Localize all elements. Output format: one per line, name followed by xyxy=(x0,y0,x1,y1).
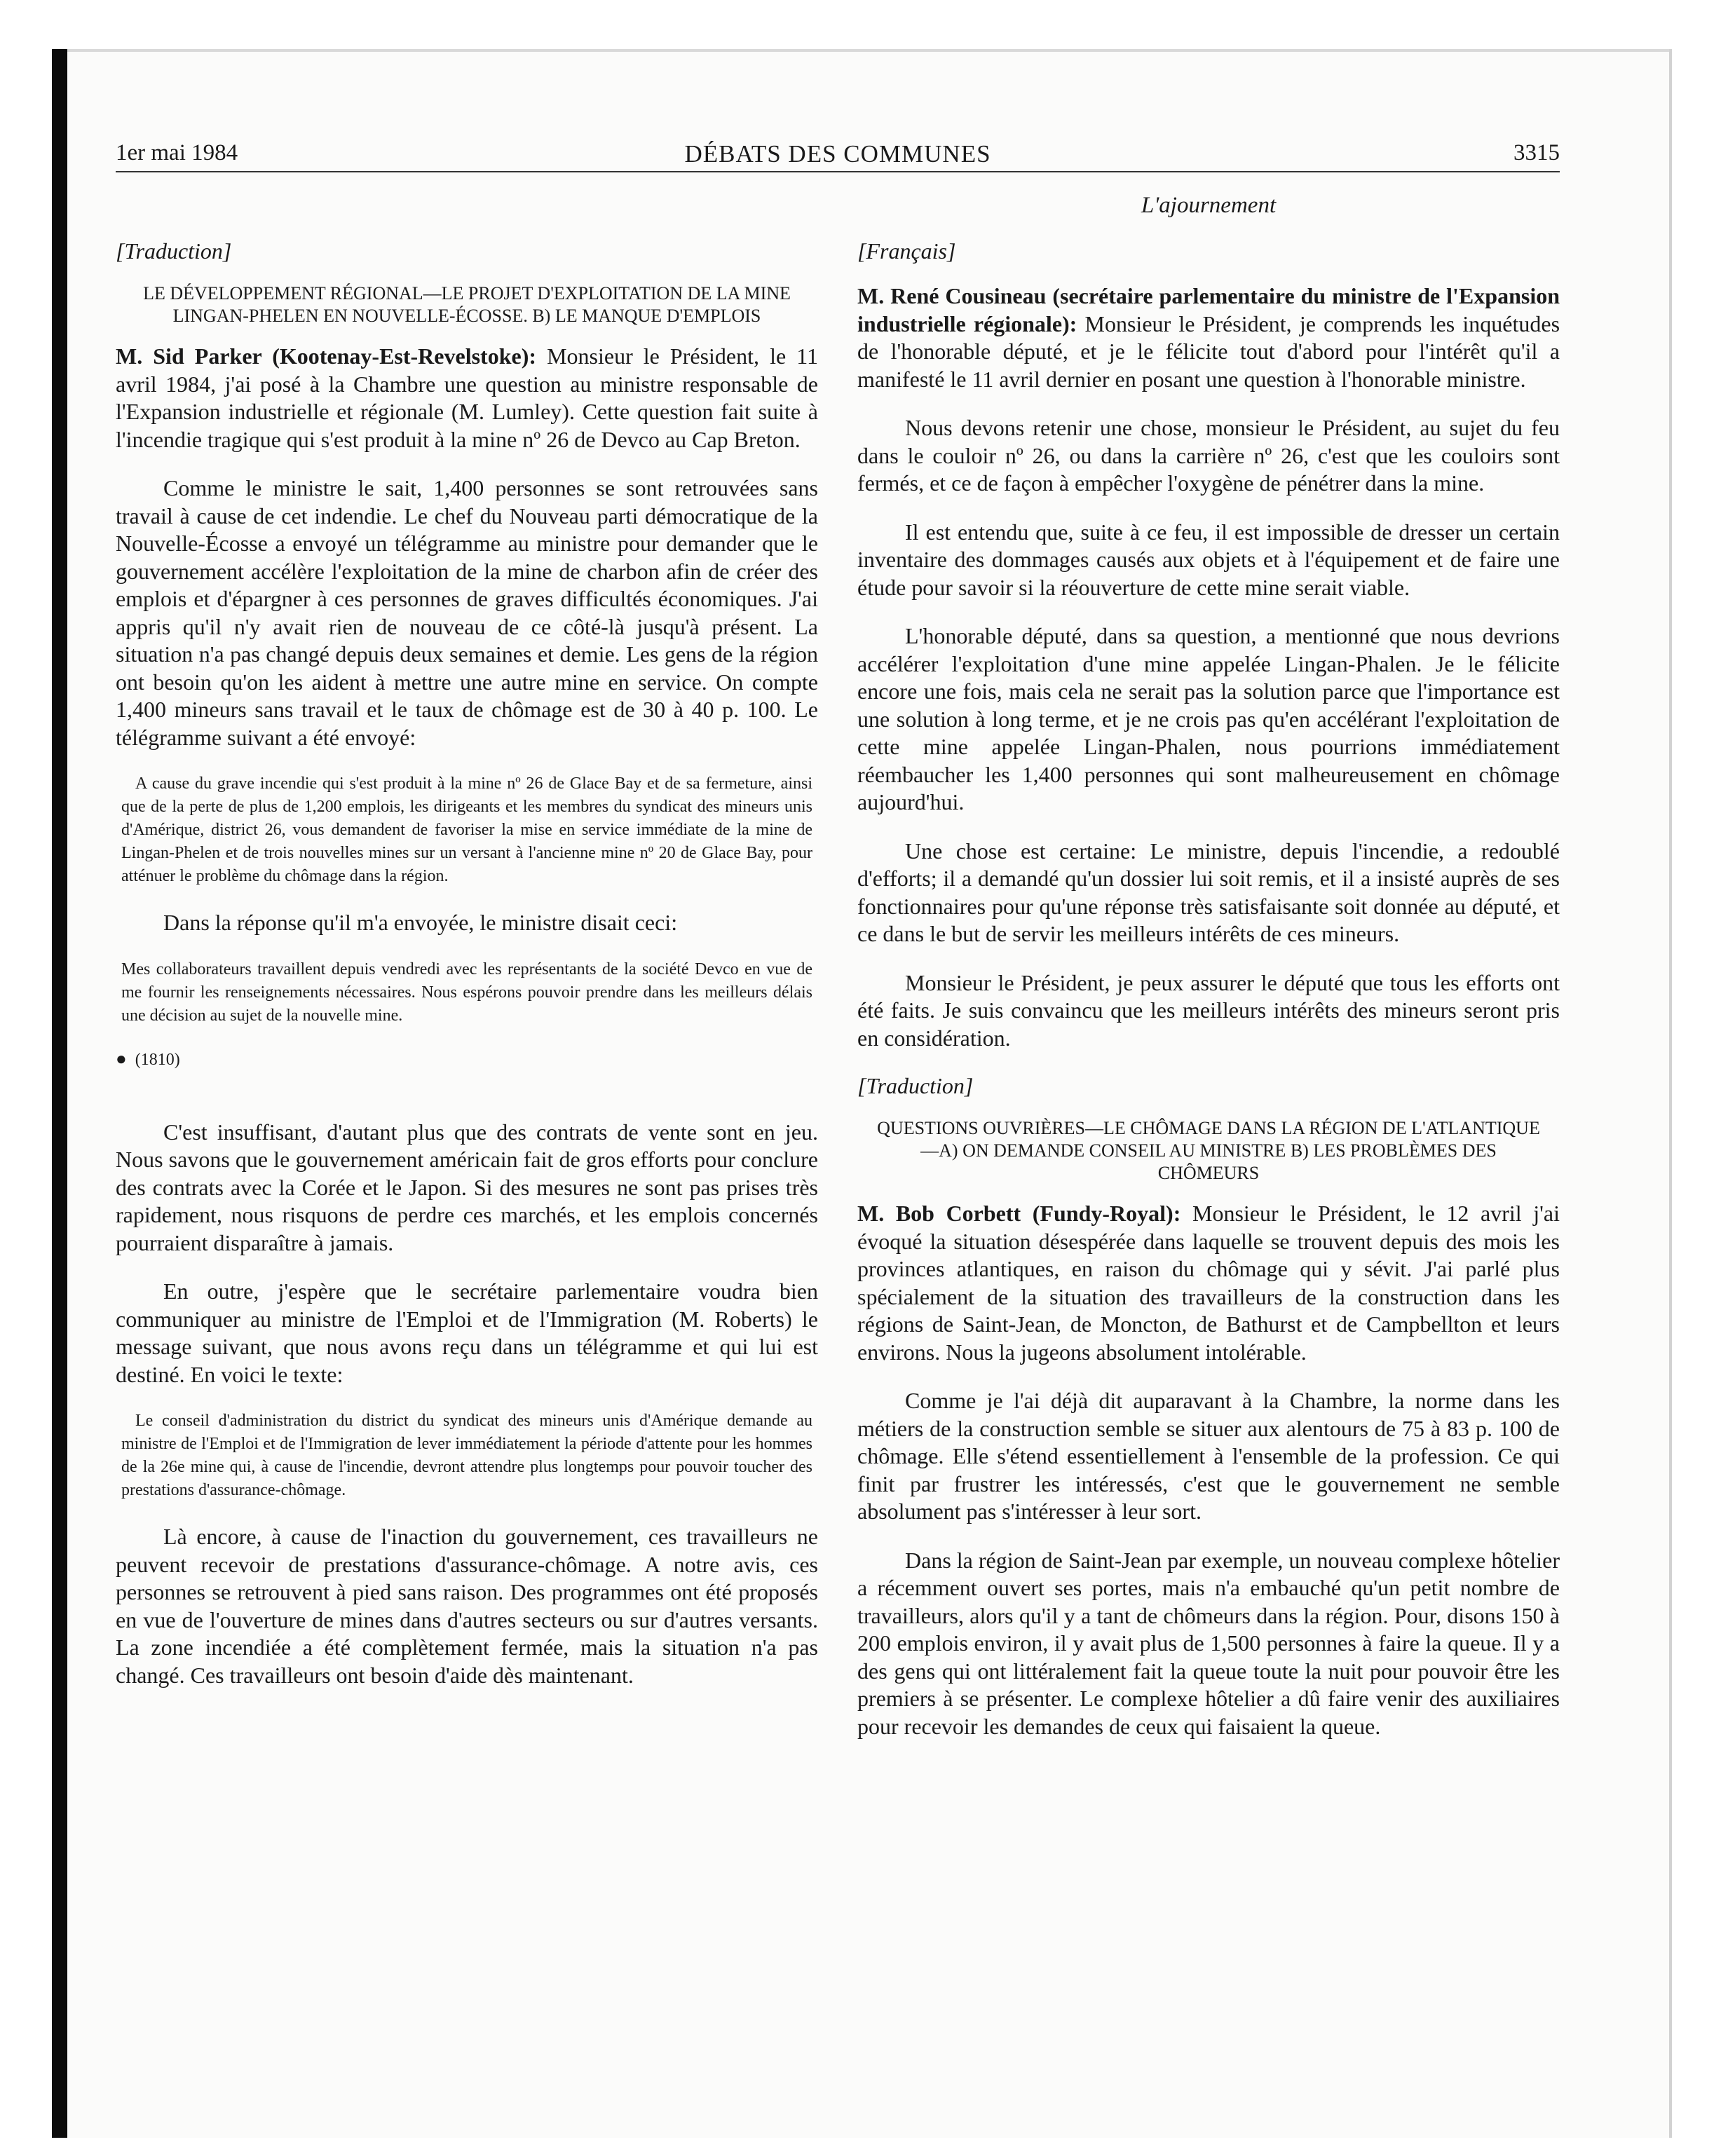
speaker-name: M. René Cousineau (secrétaire parlementaire du ministre de l'Expansion industrielle régionale): xyxy=(857,283,1560,336)
speech-paragraph: M. Sid Parker (Kootenay-Est-Revelstoke): Monsieur le Président, le 11 avril 1984, j'ai posé à la Chambre une question au ministre responsable de l'Expansion industrielle et régionale (M. Lumley). Cette question fait suite à l'incendie tragique qui s'est produit à la mine nº 26 de Devco au Cap Breton. xyxy=(116,343,819,452)
language-tag: [Traduction] xyxy=(116,238,232,264)
speech-paragraph: Dans la réponse qu'il m'a envoyée, le ministre disait ceci: xyxy=(163,910,678,935)
speech-paragraph: L'honorable député, dans sa question, a mentionné que nous devrions accélérer l'exploitation d'une mine appelée Lingan-Phalen. Je le félicite encore une fois, mais cela ne serait pas la solution parce que l'importance est une solution à long terme, et je ne crois pas qu'en accélérant l'exploitation de cette mine appelée Lingan-Phalen, nous pourrions immédiatement réembaucher les 1,400 personnes qui sont malheureusement en chômage aujourd'hui. xyxy=(857,623,1560,814)
speech-paragraph: Nous devons retenir une chose, monsieur le Président, au sujet du feu dans le couloir nº 26, ou dans la carrière nº 26, c'est que les couloirs sont fermés, et ce de façon à empêcher l'oxygène de pénétrer dans la mine. xyxy=(857,415,1560,496)
header-date: 1er mai 1984 xyxy=(116,140,238,165)
speech-paragraph: M. René Cousineau (secrétaire parlementaire du ministre de l'Expansion industrielle régionale): Monsieur le Président, je comprends les inquétudes de l'honorable député, et je le félicite tout d'abord pour l'intérêt qu'il a manifesté le 11 avril dernier en posant une question à l'honorable ministre. xyxy=(857,283,1560,392)
bullet-icon: ● xyxy=(116,1048,127,1069)
minister-reply-quote: Mes collaborateurs travaillent depuis vendredi avec les représentants de la société Devco en vue de me fournir les renseignements nécessaires. Nous espérons pouvoir prendre dans les meilleurs délais une décision au sujet de la nouvelle mine. xyxy=(121,960,812,1025)
speech-paragraph: Monsieur le Président, je peux assurer le député que tous les efforts ont été faits. Je suis convaincu que les meilleurs intérêts des mineurs seront pris en considération. xyxy=(857,969,1560,1051)
header-title: DÉBATS DES COMMUNES xyxy=(684,140,991,168)
language-tag: [Français] xyxy=(857,238,956,264)
section-heading: LE DÉVELOPPEMENT RÉGIONAL—LE PROJET D'EXPLOITATION DE LA MINE LINGAN-PHELEN EN NOUVELLE-ÉCOSSE. B) LE MANQUE D'EMPLOIS xyxy=(143,283,791,326)
telegram-quote: Le conseil d'administration du district du syndicat des mineurs unis d'Amérique demande au ministre de l'Emploi et de l'Immigration de lever immédiatement la période d'attente pour les hommes de la 26e mine qui, à cause de l'incendie, devront attendre plus longtemps pour pouvoir toucher des prestations d'assurance-chômage. xyxy=(121,1412,812,1499)
speech-paragraph: En outre, j'espère que le secrétaire parlementaire voudra bien communiquer au ministre de l'Emploi et de l'Immigration (M. Roberts) le message suivant, que nous avons reçu dans un télégramme et qui lui est destiné. En voici le texte: xyxy=(116,1278,818,1387)
scan-left-edge xyxy=(52,49,67,2138)
telegram-quote: A cause du grave incendie qui s'est produit à la mine nº 26 de Glace Bay et de sa fermeture, ainsi que de la perte de plus de 1,200 emplois, les dirigeants et les membres du syndicat des mineurs unis d'Amérique, district 26, vous demandent de favoriser la mise en service immédiate de la mine de Lingan-Phelen et de trois nouvelles mines sur un versant à l'ancienne mine nº 20 de Glace Bay, pour atténuer le problème du chômage dans la région. xyxy=(121,775,812,885)
speech-paragraph: C'est insuffisant, d'autant plus que des contrats de vente sont en jeu. Nous savons que le gouvernement américain fait de gros efforts pour conclure des contrats avec la Corée et le Japon. Si des mesures ne sont pas prises très rapidement, nous risquons de perdre ces marchés, et les emplois concernés pourraient disparaître à jamais. xyxy=(116,1119,818,1255)
page-header xyxy=(116,140,1560,171)
left-column xyxy=(116,238,818,1710)
speech-paragraph: M. Bob Corbett (Fundy-Royal): Monsieur le Président, le 12 avril j'ai évoqué la situation désespérée dans laquelle se trouvent depuis des mois les provinces atlantiques, en raison du chômage qui y sévit. J'ai parlé plus spécialement de la situation des travailleurs de la construction dans les régions de Saint-Jean, de Moncton, de Bathurst et de Campbellton et leurs environs. Nous la jugeons absolument intolérable. xyxy=(857,1201,1560,1365)
header-rule xyxy=(116,171,1560,172)
section-heading: QUESTIONS OUVRIÈRES—LE CHÔMAGE DANS LA RÉGION DE L'ATLANTIQUE—A) ON DEMANDE CONSEIL AU MINISTRE B) LES PROBLÈMES DES CHÔMEURS xyxy=(877,1118,1540,1183)
speech-paragraph: Une chose est certaine: Le ministre, depuis l'incendie, a redoublé d'efforts; il a demandé qu'un dossier lui soit remis, et il a insisté auprès de ses fonctionnaires pour qu'une réponse très satisfaisante soit donnée au député, et ce dans le but de servir les meilleurs intérêts de ces mineurs. xyxy=(857,838,1560,946)
speech-paragraph: Dans la région de Saint-Jean par exemple, un nouveau complexe hôtelier a récemment ouvert ses portes, mais n'a embauché qu'un petit nombre de travailleurs, alors qu'il y a tant de chômeurs dans la région. Pour, disons 150 à 200 emplois environ, il y avait plus de 1,500 personnes à faire la queue. Il y a des gens qui ont littéralement fait la queue toute la nuit pour pouvoir être les premiers à se présenter. Le complexe hôtelier a dû faire venir des auxiliaires pour recevoir les demandes de ceux qui faisaient la queue. xyxy=(857,1547,1560,1739)
speaker-name: M. Bob Corbett (Fundy-Royal): xyxy=(857,1201,1181,1226)
running-head: L'ajournement xyxy=(1141,193,1277,218)
speech-paragraph: Là encore, à cause de l'inaction du gouvernement, ces travailleurs ne peuvent recevoir de prestations d'assurance-chômage. A notre avis, ces personnes se retrouvent à pied sans raison. Des programmes ont été proposés en vue de l'ouverture de mines dans d'autres secteurs ou sur d'autres versants. La zone incendiée a été complètement fermée, mais la situation n'a pas changé. Ces travailleurs ont besoin d'aide dès maintenant. xyxy=(116,1524,818,1688)
right-column xyxy=(857,238,1560,1761)
language-tag: [Traduction] xyxy=(857,1073,974,1098)
speech-paragraph: Il est entendu que, suite à ce feu, il est impossible de dresser un certain inventaire des dommages causés aux objets et à l'équipement et de faire une étude pour savoir si la réouverture de cette mine serait viable. xyxy=(857,519,1560,600)
timestamp: ● (1810) xyxy=(116,1048,180,1069)
page-number: 3315 xyxy=(1513,140,1560,165)
speech-paragraph: Comme je l'ai déjà dit auparavant à la Chambre, la norme dans les métiers de la construction semble se situer aux alentours de 75 à 83 p. 100 de chômage. Elle s'étend essentiellement à l'ensemble de la profession. Ce qui finit par frustrer les intéressés, c'est que le gouvernement ne semble absolument pas s'intéresser à leur sort. xyxy=(857,1388,1560,1524)
speech-paragraph: Comme le ministre le sait, 1,400 personnes se sont retrouvées sans travail à cause de cet indendie. Le chef du Nouveau parti démocratique de la Nouvelle-Écosse a envoyé un télégramme au ministre pour demander que le gouvernement accélère l'exploitation de la mine de charbon afin de créer des emplois et d'épargner à ces personnes de graves difficultés économiques. J'ai appris qu'il n'y avait rien de nouveau de ce côté-là jusqu'à présent. La situation n'a pas changé depuis deux semaines et demie. Les gens de la région ont besoin qu'on les aident à mettre une autre mine en service. On compte 1,400 mineurs sans travail et le taux de chômage est de 30 à 40 p. 100. Le télégramme suivant a été envoyé: xyxy=(116,475,818,750)
speaker-name: M. Sid Parker (Kootenay-Est-Revelstoke): xyxy=(116,343,537,369)
scan-right-edge xyxy=(1669,49,1672,2138)
